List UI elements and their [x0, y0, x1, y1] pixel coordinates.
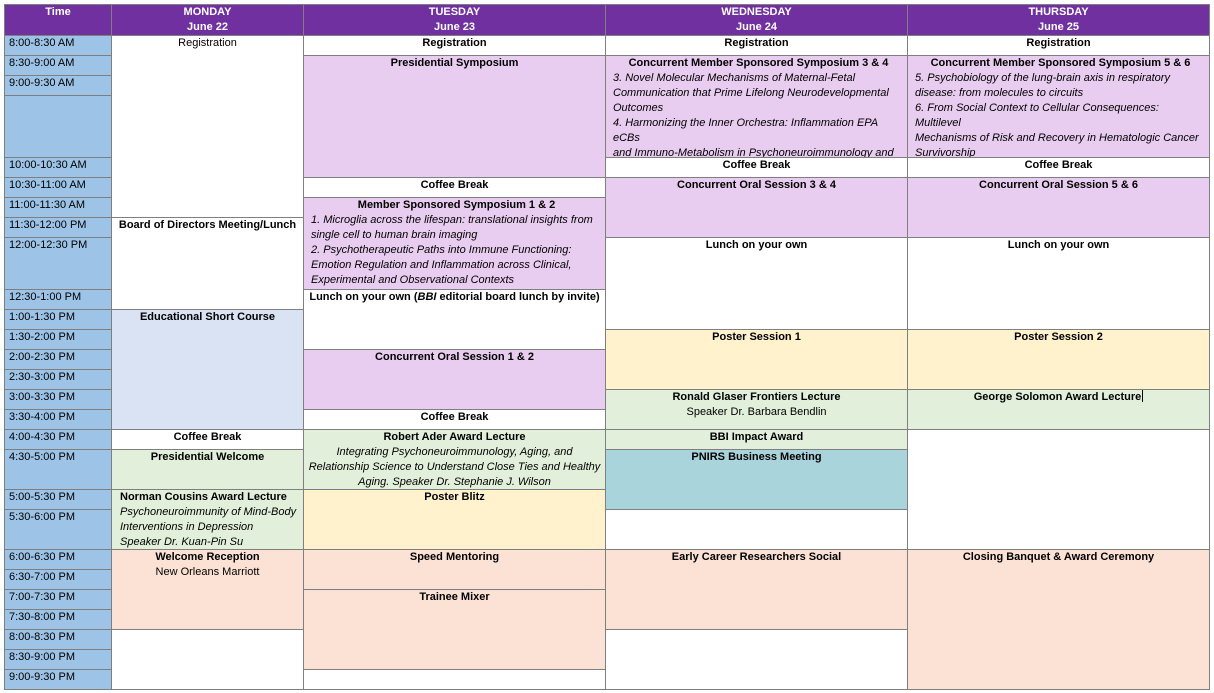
- header-time-label: Time: [45, 6, 71, 18]
- time-slot: 1:30-2:00 PM: [4, 329, 112, 350]
- wednesday-bbi-award: [605, 429, 908, 450]
- monday-welcome-reception: [111, 549, 304, 630]
- monday-registration: [111, 35, 304, 218]
- time-slot: [4, 95, 112, 158]
- wednesday-oral-session: [605, 177, 908, 238]
- tuesday-registration-label: Registration: [422, 37, 487, 49]
- speed-mentoring-label: Speed Mentoring: [409, 551, 500, 563]
- time-slot: 5:00-5:30 PM: [4, 489, 112, 510]
- tuesday-coffee-break: [303, 177, 606, 198]
- poster-blitz-label: Poster Blitz: [424, 491, 485, 503]
- thursday-lunch: [907, 237, 1210, 330]
- thursday-concurrent-symposium: [907, 55, 1210, 158]
- time-slot: 12:00-12:30 PM: [4, 237, 112, 290]
- cmss-line: Communication that Prime Lifelong Neurodevelopmental: [613, 87, 889, 99]
- header-tuesday-day: TUESDAY: [428, 6, 481, 18]
- cousins-line: Interventions in Depression: [120, 521, 254, 533]
- header-monday: [111, 4, 304, 36]
- time-slot: 9:00-9:30 AM: [4, 75, 112, 96]
- wednesday-ecr-social: [605, 549, 908, 630]
- wednesday-oral-label: Concurrent Oral Session 3 & 4: [677, 179, 836, 191]
- cousins-speaker: Speaker Dr. Kuan-Pin Su: [120, 536, 244, 548]
- monday-registration-label: Registration: [178, 37, 237, 49]
- tuesday-presidential-symposium: [303, 55, 606, 178]
- wednesday-pnirs-meeting: [605, 449, 908, 510]
- closing-banquet-label: Closing Banquet & Award Ceremony: [962, 551, 1155, 563]
- time-slot: 12:30-1:00 PM: [4, 289, 112, 310]
- header-tuesday-date: June 23: [434, 21, 475, 33]
- thursday-lunch-label: Lunch on your own: [1007, 239, 1110, 251]
- ader-title: Robert Ader Award Lecture: [383, 431, 526, 443]
- time-slot: 3:00-3:30 PM: [4, 389, 112, 410]
- header-monday-date: June 22: [187, 21, 228, 33]
- thursday-registration: [907, 35, 1210, 56]
- header-tuesday: [303, 4, 606, 36]
- tuesday-poster-blitz: [303, 489, 606, 550]
- tuesday-speed-mentoring: [303, 549, 606, 590]
- tuesday-trainee-mixer: [303, 589, 606, 670]
- tuesday-empty: [303, 669, 606, 690]
- pres-symposium-label: Presidential Symposium: [390, 57, 519, 69]
- time-slot: 5:30-6:00 PM: [4, 509, 112, 550]
- tuesday-coffee-label: Coffee Break: [420, 179, 489, 191]
- time-slot: 6:00-6:30 PM: [4, 549, 112, 570]
- ader-line: Aging. Speaker Dr. Stephanie J. Wilson: [358, 476, 551, 488]
- time-slot: 4:00-4:30 PM: [4, 429, 112, 450]
- solomon-label: George Solomon Award Lecture: [973, 391, 1142, 403]
- wednesday-poster-session: [605, 329, 908, 390]
- wednesday-coffee-label: Coffee Break: [722, 159, 791, 171]
- time-slot: 2:00-2:30 PM: [4, 349, 112, 370]
- wednesday-glaser-lecture: [605, 389, 908, 430]
- monday-presidential-welcome: [111, 449, 304, 490]
- wednesday-empty-1: [605, 509, 908, 550]
- wednesday-registration: [605, 35, 908, 56]
- glaser-speaker: Speaker Dr. Barbara Bendlin: [686, 406, 827, 418]
- cmss-line: Survivorship: [915, 147, 976, 158]
- cmss-line: Mechanisms of Risk and Recovery in Hematologic Cancer: [915, 132, 1199, 144]
- time-slot: 11:00-11:30 AM: [4, 197, 112, 218]
- thursday-poster-session: [907, 329, 1210, 390]
- ecr-social-label: Early Career Researchers Social: [671, 551, 842, 563]
- tuesday-registration: [303, 35, 606, 56]
- time-slot: 8:30-9:00 AM: [4, 55, 112, 76]
- lunch-label-bbi: BBI: [417, 291, 437, 303]
- header-monday-day: MONDAY: [183, 6, 232, 18]
- monday-coffee-break: [111, 429, 304, 450]
- mss-title: Member Sponsored Symposium 1 & 2: [357, 199, 556, 211]
- mss-line: 2. Psychotherapeutic Paths into Immune Functioning:: [311, 244, 572, 256]
- time-slot: 1:00-1:30 PM: [4, 309, 112, 330]
- header-time: [4, 4, 112, 36]
- header-thursday-date: June 25: [1038, 21, 1079, 33]
- thursday-oral-session: [907, 177, 1210, 238]
- poster-session-2-label: Poster Session 2: [1014, 331, 1103, 343]
- thursday-oral-label: Concurrent Oral Session 5 & 6: [979, 179, 1138, 191]
- lunch-label-pre: Lunch on your own (: [309, 291, 418, 303]
- tuesday-coffee-break-2: [303, 409, 606, 430]
- cmss-title: Concurrent Member Sponsored Symposium 3 & 4: [628, 57, 889, 69]
- time-slot: 3:30-4:00 PM: [4, 409, 112, 430]
- tuesday-member-symposium: [303, 197, 606, 290]
- time-slot: 7:30-8:00 PM: [4, 609, 112, 630]
- time-slot: 4:30-5:00 PM: [4, 449, 112, 490]
- trainee-mixer-label: Trainee Mixer: [419, 591, 490, 603]
- ader-line: Relationship Science to Understand Close Ties and Healthy: [308, 461, 601, 473]
- wednesday-lunch: [605, 237, 908, 330]
- text-cursor: [1142, 390, 1143, 402]
- header-wednesday-date: June 24: [736, 21, 777, 33]
- thursday-registration-label: Registration: [1026, 37, 1091, 49]
- wednesday-lunch-label: Lunch on your own: [705, 239, 808, 251]
- cmss-line: 4. Harmonizing the Inner Orchestra: Inflammation EPA eCBs: [613, 117, 878, 144]
- monday-coffee-label: Coffee Break: [173, 431, 242, 443]
- wednesday-concurrent-symposium: [605, 55, 908, 158]
- cmss-line: disease: from molecules to circuits: [915, 87, 1084, 99]
- thursday-coffee-label: Coffee Break: [1024, 159, 1093, 171]
- time-slot: 10:30-11:00 AM: [4, 177, 112, 198]
- time-slot: 11:30-12:00 PM: [4, 217, 112, 238]
- poster-session-1-label: Poster Session 1: [712, 331, 801, 343]
- tuesday-ader-lecture: [303, 429, 606, 490]
- wednesday-registration-label: Registration: [724, 37, 789, 49]
- bbi-award-label: BBI Impact Award: [709, 431, 804, 443]
- cmss-title: Concurrent Member Sponsored Symposium 5 & 6: [930, 57, 1191, 69]
- header-wednesday: [605, 4, 908, 36]
- pnirs-meeting-label: PNIRS Business Meeting: [691, 451, 822, 463]
- mss-line: Emotion Regulation and Inflammation across Clinical,: [311, 259, 572, 271]
- cmss-line: 6. From Social Context to Cellular Consequences: Multilevel: [915, 102, 1159, 129]
- mss-line: Experimental and Observational Contexts: [311, 274, 514, 286]
- tuesday-coffee2-label: Coffee Break: [420, 411, 489, 423]
- wednesday-empty-2: [605, 629, 908, 690]
- monday-welcome-label: Presidential Welcome: [150, 451, 265, 463]
- monday-edu-label: Educational Short Course: [139, 311, 276, 323]
- tuesday-lunch: [303, 289, 606, 350]
- cousins-line: Psychoneuroimmunity of Mind-Body: [120, 506, 297, 518]
- reception-location: New Orleans Marriott: [155, 566, 260, 578]
- cmss-line: 5. Psychobiology of the lung-brain axis in respiratory: [915, 72, 1170, 84]
- mss-line: 1. Microglia across the lifespan: translational insights from: [311, 214, 593, 226]
- monday-empty: [111, 629, 304, 690]
- thursday-solomon-lecture: [907, 389, 1210, 430]
- tuesday-oral-session: [303, 349, 606, 410]
- thursday-closing-banquet: [907, 549, 1210, 690]
- monday-board-label: Board of Directors Meeting/Lunch: [118, 219, 297, 231]
- thursday-coffee-break: [907, 157, 1210, 178]
- tuesday-oral-label: Concurrent Oral Session 1 & 2: [375, 351, 534, 363]
- cmss-line: Outcomes: [613, 102, 664, 114]
- time-slot: 7:00-7:30 PM: [4, 589, 112, 610]
- time-slot: 8:00-8:30 AM: [4, 35, 112, 56]
- time-slot: 10:00-10:30 AM: [4, 157, 112, 178]
- header-wednesday-day: WEDNESDAY: [721, 6, 792, 18]
- monday-educational-course: [111, 309, 304, 430]
- mss-line: single cell to human brain imaging: [311, 229, 478, 241]
- thursday-empty: [907, 429, 1210, 550]
- monday-board-meeting: [111, 217, 304, 310]
- time-slot: 6:30-7:00 PM: [4, 569, 112, 590]
- time-slot: 2:30-3:00 PM: [4, 369, 112, 390]
- wednesday-coffee-break: [605, 157, 908, 178]
- ader-line: Integrating Psychoneuroimmunology, Aging, and: [336, 446, 573, 458]
- time-slot: 9:00-9:30 PM: [4, 669, 112, 690]
- time-slot: 8:00-8:30 PM: [4, 629, 112, 650]
- reception-title: Welcome Reception: [155, 551, 260, 563]
- time-slot: 8:30-9:00 PM: [4, 649, 112, 670]
- lunch-label-post: editorial board lunch by invite): [436, 291, 600, 303]
- cousins-title: Norman Cousins Award Lecture: [120, 491, 287, 503]
- header-thursday-day: THURSDAY: [1028, 6, 1089, 18]
- cmss-line: and Immuno-Metabolism in Psychoneuroimmunology and: [613, 147, 894, 158]
- cmss-line: 3. Novel Molecular Mechanisms of Maternal-Fetal: [613, 72, 856, 84]
- header-thursday: [907, 4, 1210, 36]
- monday-cousins-lecture: [111, 489, 304, 550]
- glaser-title: Ronald Glaser Frontiers Lecture: [672, 391, 841, 403]
